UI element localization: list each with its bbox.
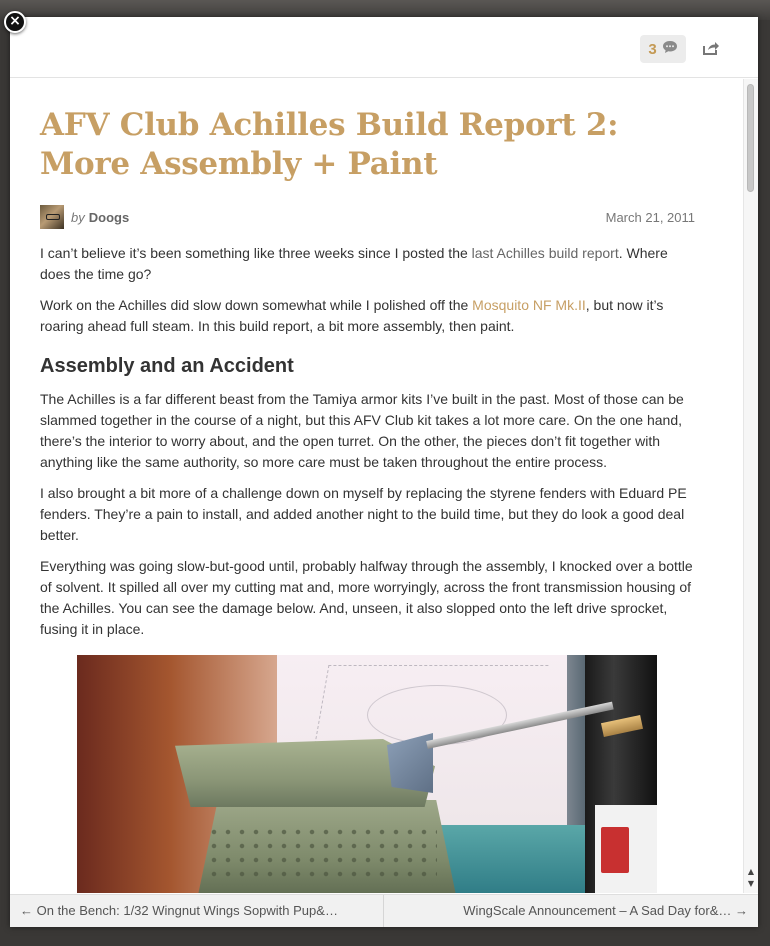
article-content[interactable] — [10, 79, 758, 893]
scrollbar-thumb[interactable] — [747, 84, 754, 192]
comments-button[interactable] — [640, 35, 686, 63]
previous-post-link[interactable]: ← On the Bench: 1/32 Wingnut Wings Sopwith Pup&… — [10, 895, 384, 927]
by-label: by — [71, 209, 85, 225]
byline — [40, 204, 695, 230]
paragraph-text: Work on the Achilles did slow down somewhat while I polished off the — [40, 297, 473, 313]
paragraph: Everything was going slow-but-good until, probably halfway through the assembly, I knocked over a bottle of solvent. It spilled all over my cutting mat and, more worryingly, across the front transmission housing of the Achilles. You can see the damage below. And, unseen, it also slopped onto the left drive sprocket, fusing it in place. — [40, 558, 693, 637]
next-post-link[interactable]: WingScale Announcement – A Sad Day for&… → — [463, 903, 748, 918]
article-photo[interactable] — [77, 655, 657, 893]
paragraph: The Achilles is a far different beast from the Tamiya armor kits I’ve built in the past. Most of those can be slammed together in the course of a night, but this AFV Club kit takes a lot more care. On the one hand, there’s the interior to worry about, and the open turret. On the other, the pieces don’t fit together with anything like the same authority, so more care must be taken throughout the entire process. — [40, 391, 684, 470]
scroll-down-icon[interactable]: ▼ — [747, 879, 755, 888]
section-heading: Assembly and an Accident — [40, 355, 294, 377]
last-build-report-link[interactable]: last Achilles build report — [471, 245, 619, 261]
photo-bottle-label — [595, 805, 657, 893]
article-modal — [10, 17, 758, 927]
paragraph-text: I can’t believe it’s been something like three weeks since I posted the — [40, 245, 472, 261]
author-link[interactable]: Doogs — [88, 209, 130, 225]
article — [40, 79, 695, 893]
post-date: March 21, 2011 — [605, 210, 695, 225]
paragraph: I also brought a bit more of a challenge down on myself by replacing the styrene fenders with Eduard PE fenders. They’re a pain to install, and added another night to the build time, but they do look a good deal better. — [40, 485, 687, 543]
speech-bubble-icon — [662, 40, 678, 59]
comment-count: 3 — [648, 40, 657, 58]
scrollbar[interactable] — [743, 79, 758, 893]
paragraph-text: , but now it’s roaring ahead full steam. In this build report, a bit more assembly, then paint. — [40, 297, 664, 334]
paragraph-text: . Where does the time go? — [40, 245, 668, 282]
paragraph — [40, 295, 695, 337]
photo-tank-rivets — [207, 825, 437, 885]
post-navigation — [10, 894, 758, 927]
scroll-up-icon[interactable]: ▲ — [747, 867, 755, 876]
share-icon[interactable] — [702, 40, 722, 58]
article-title: AFV Club Achilles Build Report 2: More Assembly + Paint — [40, 107, 619, 182]
paragraph — [40, 243, 695, 285]
close-icon[interactable]: × — [4, 11, 26, 33]
article-body — [40, 243, 695, 640]
mosquito-link[interactable]: Mosquito NF Mk.II — [472, 297, 586, 313]
modal-toolbar — [10, 17, 758, 78]
avatar[interactable] — [40, 205, 64, 229]
